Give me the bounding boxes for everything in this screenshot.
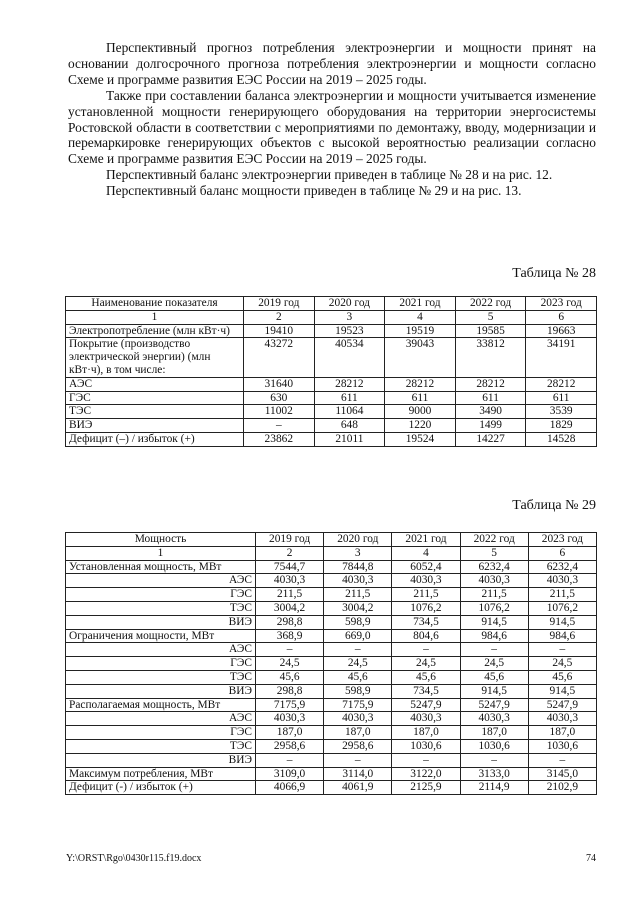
row-value: 598,9 xyxy=(324,615,392,629)
column-header: 2023 год xyxy=(526,297,597,311)
row-value: 211,5 xyxy=(460,588,528,602)
row-value: 4030,3 xyxy=(256,574,324,588)
row-value: 1030,6 xyxy=(392,739,460,753)
body-text xyxy=(68,40,596,199)
row-value: 43272 xyxy=(244,338,315,377)
row-value: 39043 xyxy=(385,338,456,377)
row-value: 2125,9 xyxy=(392,781,460,795)
row-label: АЭС xyxy=(66,643,256,657)
row-value: – xyxy=(324,643,392,657)
row-value: 23862 xyxy=(244,432,315,446)
row-value: 6052,4 xyxy=(392,560,460,574)
row-label: АЭС xyxy=(66,574,256,588)
row-value: 11002 xyxy=(244,405,315,419)
row-value: – xyxy=(244,419,315,433)
table-29-body xyxy=(66,533,597,795)
row-value: 914,5 xyxy=(460,684,528,698)
row-label: Установленная мощность, МВт xyxy=(66,560,256,574)
column-number: 1 xyxy=(66,310,244,324)
row-value: 21011 xyxy=(314,432,385,446)
column-header: 2019 год xyxy=(256,533,324,547)
table-row xyxy=(66,560,597,574)
row-label: Максимум потребления, МВт xyxy=(66,767,256,781)
paragraph-forecast: Перспективный прогноз потребления электроэнергии и мощности принят на основании долгосрочного прогноза потребления электроэнергии и мощности согласно Схеме и программе развития ЕЭС России на 2019 – 2025 годы. xyxy=(68,40,596,87)
table-row xyxy=(66,601,597,615)
row-label: Дефицит (-) / избыток (+) xyxy=(66,781,256,795)
row-value: 2102,9 xyxy=(528,781,596,795)
row-value: 734,5 xyxy=(392,615,460,629)
table-row xyxy=(66,338,597,377)
row-value: – xyxy=(256,643,324,657)
table-row xyxy=(66,712,597,726)
row-value: 187,0 xyxy=(460,726,528,740)
row-value: 4030,3 xyxy=(460,574,528,588)
row-value: – xyxy=(392,643,460,657)
table-row xyxy=(66,629,597,643)
row-value: 1030,6 xyxy=(460,739,528,753)
paragraph-energy-ref: Перспективный баланс электроэнергии приведен в таблице № 28 и на рис. 12. xyxy=(106,167,553,183)
row-label: Дефицит (–) / избыток (+) xyxy=(66,432,244,446)
row-value: 24,5 xyxy=(324,657,392,671)
row-value: 14528 xyxy=(526,432,597,446)
row-value: 4030,3 xyxy=(528,574,596,588)
row-value: 40534 xyxy=(314,338,385,377)
row-value: 24,5 xyxy=(460,657,528,671)
row-value: 28212 xyxy=(526,377,597,391)
row-value: 1076,2 xyxy=(460,601,528,615)
row-value: 3114,0 xyxy=(324,767,392,781)
row-value: 45,6 xyxy=(528,670,596,684)
row-value: 984,6 xyxy=(460,629,528,643)
row-value: 1076,2 xyxy=(392,601,460,615)
row-label: АЭС xyxy=(66,712,256,726)
row-value: 4030,3 xyxy=(460,712,528,726)
row-value: 211,5 xyxy=(528,588,596,602)
row-label: ТЭС xyxy=(66,601,256,615)
column-header: 2023 год xyxy=(528,533,596,547)
row-value: 630 xyxy=(244,391,315,405)
row-value: 19524 xyxy=(385,432,456,446)
column-header: 2021 год xyxy=(385,297,456,311)
column-header: 2021 год xyxy=(392,533,460,547)
column-number: 2 xyxy=(244,310,315,324)
table-row xyxy=(66,324,597,338)
row-value: 45,6 xyxy=(460,670,528,684)
row-value: 7844,8 xyxy=(324,560,392,574)
row-value: – xyxy=(460,643,528,657)
row-value: 34191 xyxy=(526,338,597,377)
column-number: 3 xyxy=(324,546,392,560)
row-value: 5247,9 xyxy=(528,698,596,712)
table-row xyxy=(66,643,597,657)
row-value: – xyxy=(528,753,596,767)
row-value: 1030,6 xyxy=(528,739,596,753)
column-number: 6 xyxy=(526,310,597,324)
row-value: – xyxy=(392,753,460,767)
table-29-caption: Таблица № 29 xyxy=(512,498,596,513)
row-value: 4030,3 xyxy=(392,712,460,726)
row-value: 33812 xyxy=(455,338,526,377)
table-row xyxy=(66,670,597,684)
row-value: 6232,4 xyxy=(460,560,528,574)
paragraph-power-ref: Перспективный баланс мощности приведен в таблице № 29 и на рис. 13. xyxy=(106,183,522,199)
row-value: 211,5 xyxy=(392,588,460,602)
table-row xyxy=(66,753,597,767)
header-row xyxy=(66,297,597,311)
row-value: 1076,2 xyxy=(528,601,596,615)
row-value: 7175,9 xyxy=(324,698,392,712)
row-value: 611 xyxy=(526,391,597,405)
row-value: 4030,3 xyxy=(528,712,596,726)
row-label: ТЭС xyxy=(66,670,256,684)
row-value: – xyxy=(460,753,528,767)
row-value: 211,5 xyxy=(256,588,324,602)
row-label: ВИЭ xyxy=(66,684,256,698)
table-28-caption: Таблица № 28 xyxy=(512,266,596,281)
row-value: 24,5 xyxy=(392,657,460,671)
header-row xyxy=(66,533,597,547)
row-value: 187,0 xyxy=(324,726,392,740)
row-value: 28212 xyxy=(385,377,456,391)
table-row xyxy=(66,588,597,602)
row-value: 4066,9 xyxy=(256,781,324,795)
row-value: 648 xyxy=(314,419,385,433)
row-label: ТЭС xyxy=(66,739,256,753)
row-value: 4030,3 xyxy=(392,574,460,588)
column-number: 5 xyxy=(455,310,526,324)
row-value: 298,8 xyxy=(256,615,324,629)
table-row xyxy=(66,615,597,629)
table-row xyxy=(66,405,597,419)
column-number: 5 xyxy=(460,546,528,560)
row-value: 7175,9 xyxy=(256,698,324,712)
column-number: 4 xyxy=(392,546,460,560)
column-header: 2020 год xyxy=(324,533,392,547)
row-value: 1499 xyxy=(455,419,526,433)
row-value: 28212 xyxy=(455,377,526,391)
row-value: 914,5 xyxy=(528,615,596,629)
row-value: 5247,9 xyxy=(460,698,528,712)
row-value: 3133,0 xyxy=(460,767,528,781)
row-value: 4030,3 xyxy=(256,712,324,726)
row-value: 4030,3 xyxy=(324,574,392,588)
column-header: Мощность xyxy=(66,533,256,547)
row-value: 298,8 xyxy=(256,684,324,698)
row-value: 3539 xyxy=(526,405,597,419)
footer-file-path: Y:\ORST\Rgo\0430r115.f19.docx xyxy=(66,853,202,864)
row-label: Ограничения мощности, МВт xyxy=(66,629,256,643)
row-value: 368,9 xyxy=(256,629,324,643)
table-row xyxy=(66,432,597,446)
row-value: 611 xyxy=(314,391,385,405)
row-value: 2958,6 xyxy=(324,739,392,753)
row-value: 611 xyxy=(455,391,526,405)
column-header: 2022 год xyxy=(455,297,526,311)
row-value: 7544,7 xyxy=(256,560,324,574)
row-label: Покрытие (производство электрической энергии) (млн кВт·ч), в том числе: xyxy=(66,338,244,377)
table-row xyxy=(66,419,597,433)
table-row xyxy=(66,377,597,391)
row-value: – xyxy=(256,753,324,767)
table-row xyxy=(66,767,597,781)
row-value: 24,5 xyxy=(256,657,324,671)
row-value: 3109,0 xyxy=(256,767,324,781)
row-value: 19519 xyxy=(385,324,456,338)
row-value: 24,5 xyxy=(528,657,596,671)
table-row xyxy=(66,684,597,698)
row-value: 19585 xyxy=(455,324,526,338)
row-value: 28212 xyxy=(314,377,385,391)
row-value: 14227 xyxy=(455,432,526,446)
row-value: 19663 xyxy=(526,324,597,338)
row-label: ВИЭ xyxy=(66,753,256,767)
row-value: 984,6 xyxy=(528,629,596,643)
row-value: 31640 xyxy=(244,377,315,391)
row-value: 2958,6 xyxy=(256,739,324,753)
row-value: 914,5 xyxy=(528,684,596,698)
column-number: 4 xyxy=(385,310,456,324)
row-value: 669,0 xyxy=(324,629,392,643)
table-row xyxy=(66,698,597,712)
row-value: 45,6 xyxy=(324,670,392,684)
row-value: 45,6 xyxy=(392,670,460,684)
row-value: 19410 xyxy=(244,324,315,338)
column-number: 1 xyxy=(66,546,256,560)
row-label: Располагаемая мощность, МВт xyxy=(66,698,256,712)
table-row xyxy=(66,574,597,588)
column-header: Наименование показателя xyxy=(66,297,244,311)
paragraph-balance-note: Также при составлении баланса электроэнергии и мощности учитывается изменение установленной мощности генерирующего оборудования на территории энергосистемы Ростовской области в соответствии с мероприятиями по демонтажу, вводу, модернизации и перемаркировке генерирующих объектов с высокой вероятностью реализации согласно Схеме и программе развития ЕЭС России на 2019 – 2025 годы. xyxy=(68,87,596,167)
row-label: ГЭС xyxy=(66,726,256,740)
row-label: ГЭС xyxy=(66,657,256,671)
row-value: 5247,9 xyxy=(392,698,460,712)
table-row xyxy=(66,739,597,753)
row-value: 11064 xyxy=(314,405,385,419)
row-value: 187,0 xyxy=(528,726,596,740)
row-value: 4030,3 xyxy=(324,712,392,726)
row-value: 914,5 xyxy=(460,615,528,629)
row-value: 3004,2 xyxy=(256,601,324,615)
row-label: ВИЭ xyxy=(66,615,256,629)
row-value: 1220 xyxy=(385,419,456,433)
row-value: 45,6 xyxy=(256,670,324,684)
table-row xyxy=(66,391,597,405)
row-value: 734,5 xyxy=(392,684,460,698)
column-number-row xyxy=(66,310,597,324)
table-29-power-balance xyxy=(65,532,597,795)
table-28-energy-balance xyxy=(65,296,597,447)
row-value: 2114,9 xyxy=(460,781,528,795)
column-header: 2022 год xyxy=(460,533,528,547)
row-value: 1829 xyxy=(526,419,597,433)
row-value: – xyxy=(324,753,392,767)
row-label: ГЭС xyxy=(66,391,244,405)
row-value: 598,9 xyxy=(324,684,392,698)
row-label: АЭС xyxy=(66,377,244,391)
row-label: Электропотребление (млн кВт·ч) xyxy=(66,324,244,338)
column-header: 2020 год xyxy=(314,297,385,311)
table-28-body xyxy=(66,297,597,447)
row-value: 3145,0 xyxy=(528,767,596,781)
footer-page-number: 74 xyxy=(586,853,596,864)
row-label: ТЭС xyxy=(66,405,244,419)
row-label: ВИЭ xyxy=(66,419,244,433)
row-value: 187,0 xyxy=(256,726,324,740)
row-value: 3122,0 xyxy=(392,767,460,781)
column-number-row xyxy=(66,546,597,560)
table-row xyxy=(66,726,597,740)
row-value: 611 xyxy=(385,391,456,405)
table-row xyxy=(66,657,597,671)
row-value: 4061,9 xyxy=(324,781,392,795)
row-value: 804,6 xyxy=(392,629,460,643)
row-value: 3004,2 xyxy=(324,601,392,615)
table-row xyxy=(66,781,597,795)
column-number: 2 xyxy=(256,546,324,560)
row-value: 19523 xyxy=(314,324,385,338)
row-value: 3490 xyxy=(455,405,526,419)
row-value: 211,5 xyxy=(324,588,392,602)
row-label: ГЭС xyxy=(66,588,256,602)
column-number: 6 xyxy=(528,546,596,560)
column-number: 3 xyxy=(314,310,385,324)
column-header: 2019 год xyxy=(244,297,315,311)
row-value: 9000 xyxy=(385,405,456,419)
row-value: – xyxy=(528,643,596,657)
row-value: 187,0 xyxy=(392,726,460,740)
row-value: 6232,4 xyxy=(528,560,596,574)
